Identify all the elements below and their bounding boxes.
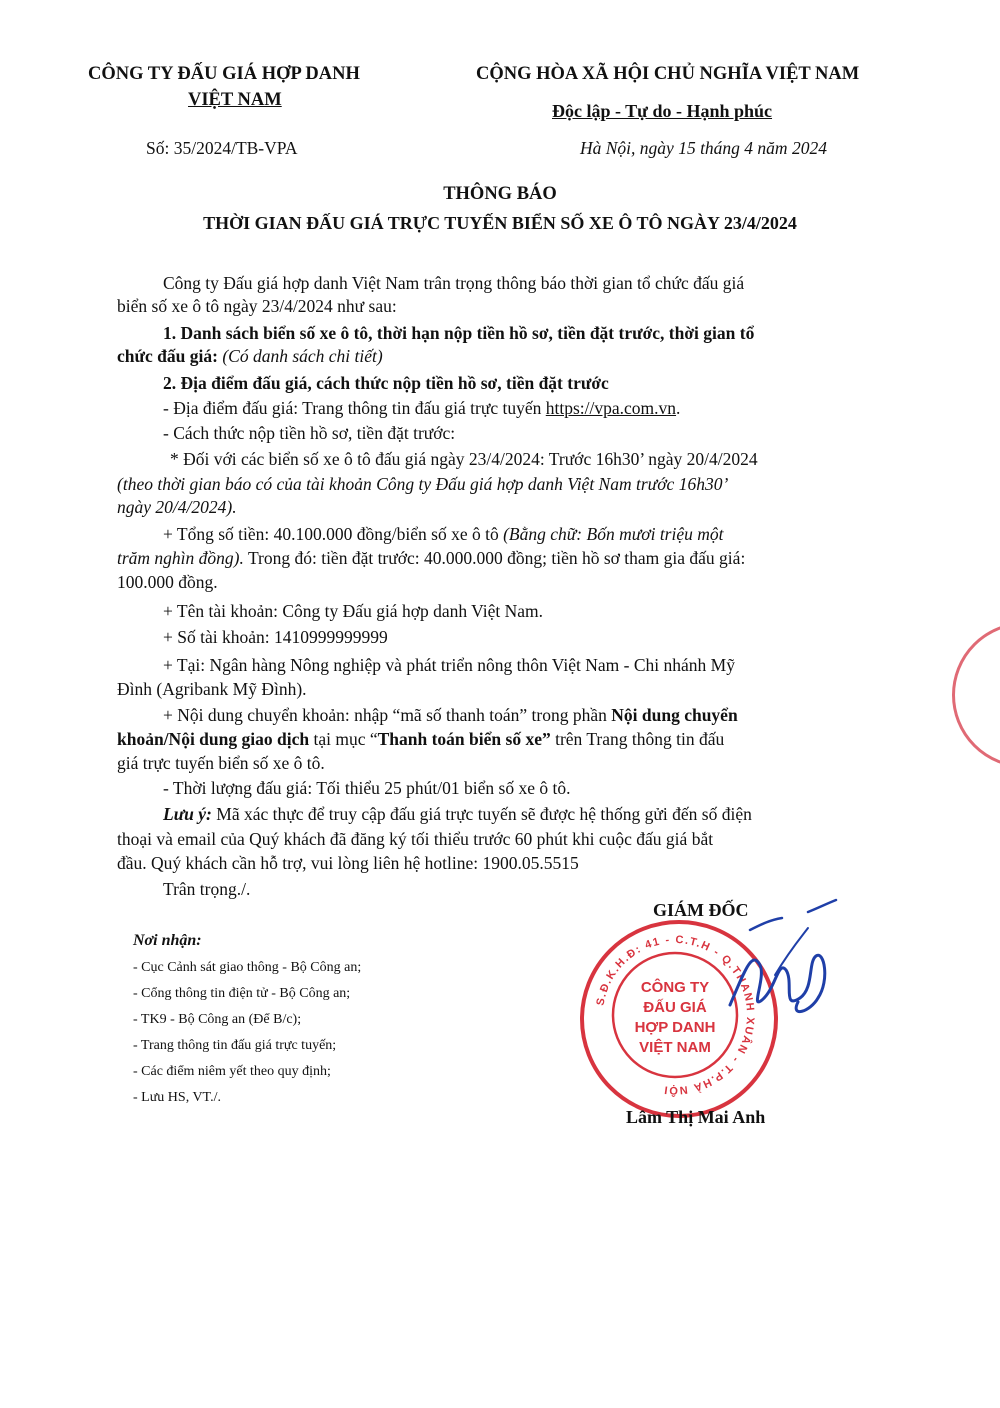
note: Lưu ý: Mã xác thực để truy cập đấu giá trực tuyến sẽ được hệ thống gửi đến số điện: [163, 804, 752, 824]
recipient-item: - Cục Cảnh sát giao thông - Bộ Công an;: [133, 960, 362, 975]
bank-name: + Tại: Ngân hàng Nông nghiệp và phát triển nông thôn Việt Nam - Chi nhánh Mỹ: [163, 655, 735, 675]
deadline: * Đối với các biển số xe ô tô đấu giá ngày 23/4/2024: Trước 16h30’ ngày 20/4/2024: [170, 449, 758, 469]
recipient-item: - Lưu HS, VT./.: [133, 1090, 221, 1105]
auction-location: - Địa điểm đấu giá: Trang thông tin đấu giá trực tuyến https://vpa.com.vn.: [163, 398, 681, 418]
section-1-title: 1. Danh sách biển số xe ô tô, thời hạn nộp tiền hồ sơ, tiền đặt trước, thời gian tổ: [163, 323, 755, 343]
section-1-title-cont: chức đấu giá: (Có danh sách chi tiết): [117, 346, 383, 366]
seal-ring-text: S.Đ.K.H.Đ: 41 - C.T.H - Q.THANH XUÂN - T.P.HÀ NỘI: [594, 933, 757, 1097]
seal-line: ĐẤU GIÁ: [643, 999, 707, 1016]
company-name-line2: VIỆT NAM: [188, 90, 282, 110]
total-amount: + Tổng số tiền: 40.100.000 đồng/biển số xe ô tô (Bằng chữ: Bốn mươi triệu một: [163, 524, 724, 544]
note-cont: đầu. Quý khách cần hỗ trợ, vui lòng liên hệ hotline: 1900.05.5515: [117, 853, 579, 873]
signer-role: GIÁM ĐỐC: [653, 900, 749, 920]
auction-duration: - Thời lượng đấu giá: Tối thiểu 25 phút/01 biển số xe ô tô.: [163, 778, 571, 798]
company-name: CÔNG TY ĐẤU GIÁ HỢP DANH: [88, 64, 360, 84]
transfer-content: + Nội dung chuyển khoản: nhập “mã số thanh toán” trong phần Nội dung chuyển: [163, 705, 738, 725]
handwritten-signature: [690, 890, 890, 1050]
notice-title: THÔNG BÁO: [443, 184, 557, 204]
intro-line: biển số xe ô tô ngày 23/4/2024 như sau:: [117, 296, 397, 316]
seal-line: VIỆT NAM: [639, 1039, 711, 1056]
seal-line: CÔNG TY: [640, 979, 710, 996]
vpa-link[interactable]: https://vpa.com.vn: [545, 398, 677, 418]
national-motto: Độc lập - Tự do - Hạnh phúc: [552, 101, 773, 121]
total-amount-cont: 100.000 đồng.: [117, 572, 218, 592]
deadline-note: ngày 20/4/2024).: [117, 497, 237, 517]
account-name: + Tên tài khoản: Công ty Đấu giá hợp danh Việt Nam.: [163, 601, 544, 621]
transfer-content-cont: giá trực tuyến biển số xe ô tô.: [117, 753, 325, 773]
deadline-note: (theo thời gian báo có của tài khoản Công ty Đấu giá hợp danh Việt Nam trước 16h30’: [117, 474, 729, 494]
recipients-title: Nơi nhận:: [133, 932, 202, 949]
notice-subtitle: THỜI GIAN ĐẤU GIÁ TRỰC TUYẾN BIỂN SỐ XE Ô TÔ NGÀY 23/4/2024: [203, 213, 797, 233]
account-number: + Số tài khoản: 1410999999999: [163, 627, 388, 647]
signer-name: Lâm Thị Mai Anh: [626, 1107, 766, 1127]
section-2-title: 2. Địa điểm đấu giá, cách thức nộp tiền hồ sơ, tiền đặt trước: [163, 373, 609, 393]
document-date: Hà Nội, ngày 15 tháng 4 năm 2024: [580, 138, 827, 158]
edge-seal: [952, 622, 1000, 768]
recipient-item: - Các điểm niêm yết theo quy định;: [133, 1064, 331, 1079]
payment-method: - Cách thức nộp tiền hồ sơ, tiền đặt trước:: [163, 423, 456, 443]
recipient-item: - Trang thông tin đấu giá trực tuyến;: [133, 1038, 337, 1053]
bank-name-cont: Đình (Agribank Mỹ Đình).: [117, 679, 307, 699]
total-amount-cont: trăm nghìn đồng). Trong đó: tiền đặt trước: 40.000.000 đồng; tiền hồ sơ tham gia đấu giá:: [117, 548, 746, 568]
recipient-item: - TK9 - Bộ Công an (Để B/c);: [133, 1012, 302, 1027]
note-cont: thoại và email của Quý khách đã đăng ký tối thiểu trước 60 phút khi cuộc đấu giá bắt: [117, 829, 714, 849]
seal-line: HỢP DANH: [634, 1019, 716, 1036]
recipient-item: - Cổng thông tin điện tử - Bộ Công an;: [133, 986, 351, 1001]
transfer-content-cont: khoản/Nội dung giao dịch tại mục “Thanh toán biển số xe” trên Trang thông tin đấu: [117, 729, 725, 749]
intro-line: Công ty Đấu giá hợp danh Việt Nam trân trọng thông báo thời gian tổ chức đấu giá: [163, 273, 745, 293]
document-number: Số: 35/2024/TB-VPA: [146, 138, 298, 158]
closing: Trân trọng./.: [163, 879, 251, 899]
national-title: CỘNG HÒA XÃ HỘI CHỦ NGHĨA VIỆT NAM: [476, 64, 860, 84]
